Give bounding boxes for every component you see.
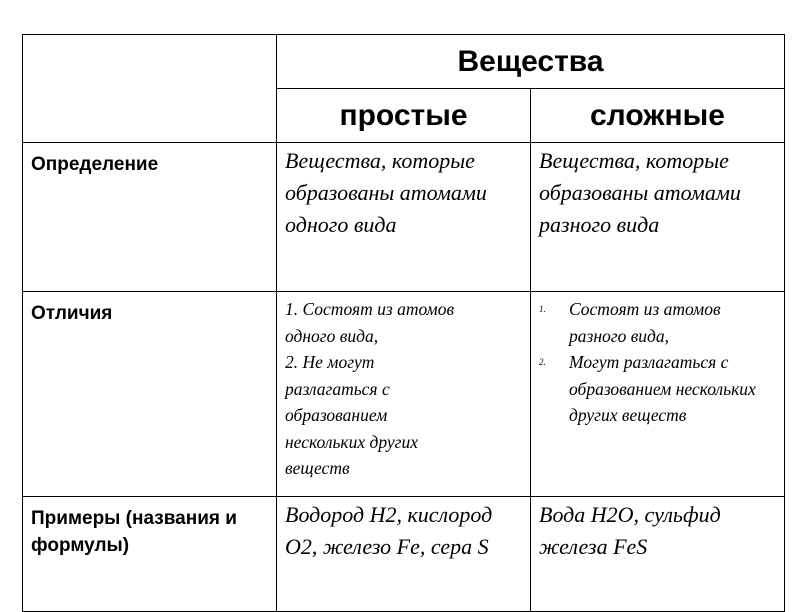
differences-simple — [277, 292, 531, 497]
label-differences: Отличия — [23, 292, 277, 497]
differences-simple-line: 1. Состоят из атомов — [285, 299, 455, 319]
header-complex: сложные — [531, 89, 785, 143]
differences-simple-line: веществ — [285, 458, 350, 478]
list-marker: 2. — [539, 357, 546, 367]
examples-simple: Водород Н2, кислород О2, железо Fe, сера S — [277, 497, 531, 612]
differences-simple-line: образованием — [285, 405, 388, 425]
header-simple: простые — [277, 89, 531, 143]
definition-simple: Вещества, которые образованы атомами одного вида — [277, 143, 531, 292]
list-item — [539, 296, 778, 349]
list-item — [539, 349, 778, 429]
header-substances: Вещества — [277, 35, 785, 89]
header-row-main — [23, 35, 785, 89]
differences-simple-line: разлагаться с — [285, 378, 390, 399]
row-differences — [23, 292, 785, 497]
row-definition — [23, 143, 785, 292]
definition-complex: Вещества, которые образованы атомами разного вида — [531, 143, 785, 292]
list-marker: 1. — [539, 304, 546, 314]
examples-complex: Вода Н2О, сульфид железа FeS — [531, 497, 785, 612]
differences-complex — [531, 292, 785, 497]
list-item-text: Могут разлагаться с образованием нескольких других веществ — [569, 352, 756, 425]
label-definition: Определение — [23, 143, 277, 292]
differences-complex-list — [539, 296, 778, 429]
row-examples — [23, 497, 785, 612]
differences-simple-line: нескольких других — [285, 431, 418, 452]
list-item-text: Состоят из атомов разного вида, — [569, 299, 721, 346]
corner-cell — [23, 35, 277, 143]
substances-table — [22, 34, 785, 612]
label-examples: Примеры (названия и формулы) — [23, 497, 277, 612]
differences-simple-line: 2. Не могут — [285, 352, 375, 372]
differences-simple-line: одного вида, — [285, 325, 379, 346]
